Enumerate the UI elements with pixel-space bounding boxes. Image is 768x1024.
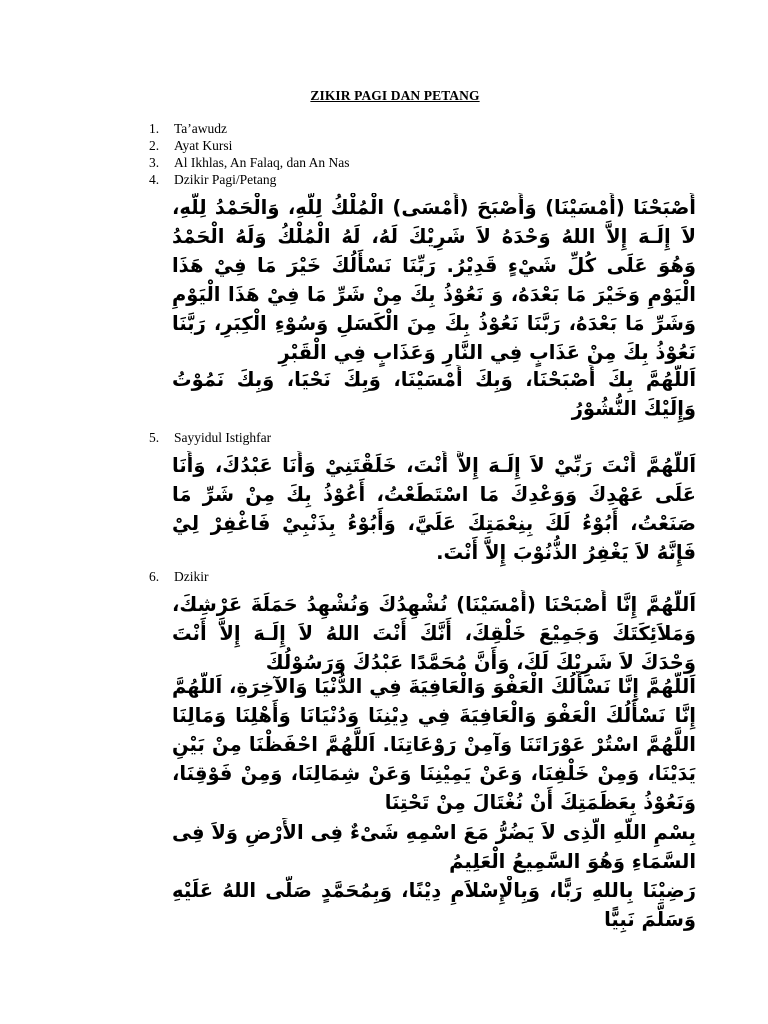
list-item — [149, 171, 349, 188]
list-item — [149, 154, 349, 171]
list-item — [149, 137, 349, 154]
list-label: Ta’awudz — [174, 121, 228, 136]
arabic-paragraph-pagi-petang: أَصْبَحْنَا (أَمْسَيْنَا) وَأَصْبَحَ (أَمْسَى) الْمُلْكُ لِلَّهِ، وَالْحَمْدُ لِلَّهِ، لاَ إِلَـهَ إِلاَّ اللهُ وَحْدَهُ لاَ شَرِيْكَ لَهُ، لَهُ الْمُلْكُ وَلَهُ الْحَمْدُ وَهُوَ عَلَى كُلِّ شَيْءٍ قَدِيْرُ. رَبِّنَا نَسْأَلُكَ خَيْرَ مَا فِيْ هَذَا الْيَوْمِ وَخَيْرَ مَا بَعْدَهُ، وَ نَعُوْذُ بِكَ مِنْ شَرِّ مَا فِيْ هَذَا الْيَوْمِ وَشَرِّ مَا بَعْدَهُ، رَبَّنَا نَعُوْذُ بِكَ مِنَ الْكَسَلِ وَسُوْءِ الْكِبَرِ، رَبَّنَا نَعُوْذُ بِكَ مِنْ عَذَابٍ فِي النَّارِ وَعَذَابٍ فِي الْقَبْرِ — [172, 196, 696, 364]
list-number: 4. — [149, 172, 160, 187]
list-number: 3. — [149, 155, 160, 170]
list-number: 5. — [149, 430, 160, 445]
top-list — [149, 120, 349, 188]
list-label: Al Ikhlas, An Falaq, dan An Nas — [174, 155, 350, 170]
list-label: Sayyidul Istighfar — [174, 430, 272, 445]
arabic-paragraph-al-afwa: اَللَّهُمَّ إِنَّا نَسْأَلُكَ الْعَفْوَ وَالْعَافِيَةَ فِي الدُّنْيَا وَالآخِرَةِ، اَللَّهُمَّ إِنَّا نَسْأَلُكَ الْعَفْوَ وَالْعَافِيَةَ فِي دِيْنِنَا وَدُنْيَانَا وَأَهْلِنَا وَمَالِنَا اللَّهُمَّ اسْتُرْ عَوْرَاتَنَا وَآمِنْ رَوْعَاتِنَا. اَللَّهُمَّ احْفَظْنَا مِنْ بَيْنِ يَدَيْنَا، وَمِنْ خَلْفِنَا، وَعَنْ يَمِيْنِنَا وَعَنْ شِمَالِنَا، وَمِنْ فَوْقِنَا، وَنَعُوْذُ بِعَظَمَتِكَ أَنْ نُغْتَالَ مِنْ تَحْتِنَا — [172, 675, 696, 814]
document-title: ZIKIR PAGI DAN PETANG — [310, 88, 480, 103]
arabic-paragraph-nusyhiduka: اَللَّهُمَّ إِنَّا أَصْبَحْنَا (أَمْسَيْنَا) نُشْهِدُكَ وَنُشْهِدُ حَمَلَةَ عَرْشِكَ، وَمَلاَئِكَتَكَ وَجَمِيْعَ خَلْقِكَ، أَنَّكَ أَنْتَ اللهُ لاَ إِلَـهَ إِلاَّ أَنْتَ وَحْدَكَ لاَ شَرِيْكَ لَكَ، وَأَنَّ مُحَمَّدًا عَبْدُكَ وَرَسُوْلُكَ — [172, 593, 696, 674]
list-number: 1. — [149, 121, 160, 136]
list-number: 2. — [149, 138, 160, 153]
arabic-paragraph-sayyidul-istighfar: اَللَّهُمَّ أَنْتَ رَبِّيْ لاَ إِلَـهَ إِلاَّ أَنْتَ، خَلَقْتَنِيْ وَأَنَا عَبْدُكَ، وَأَنَا عَلَى عَهْدِكَ وَوَعْدِكَ مَا اسْتَطَعْتُ، أَعُوْذُ بِكَ مِنْ شَرِّ مَا صَنَعْتُ، أَبُوْءُ لَكَ بِنِعْمَتِكَ عَلَيَّ، وَأَبُوْءُ بِذَنْبِيْ فَاغْفِرْ لِيْ فَإِنَّهُ لاَ يَغْفِرُ الذُّنُوْبَ إِلاَّ أَنْتَ. — [172, 454, 696, 564]
list-label: Dzikir — [174, 569, 209, 584]
list-label: Dzikir Pagi/Petang — [174, 172, 277, 187]
arabic-paragraph-radhiitu: رَضِيْنَا بِاللهِ رَبًّا، وَبِالْإِسْلاَمِ دِيْنًا، وَبِمُحَمَّدٍ صَلَّى اللهُ عَلَيْهِ وَسَلَّمَ نَبِيًّا — [172, 879, 696, 931]
list-item-5 — [149, 429, 271, 446]
list-label: Ayat Kursi — [174, 138, 233, 153]
list-item — [149, 120, 349, 137]
arabic-paragraph-bismillah: بِسْمِ اللَّهِ الَّذِى لاَ يَضُرُّ مَعَ اسْمِهِ شَىْءٌ فِى الأَرْضِ وَلاَ فِى السَّمَاءِ وَهُوَ السَّمِيعُ الْعَلِيمُ — [172, 821, 696, 873]
arabic-paragraph-allahumma-bika: اَللَّهُمَّ بِكَ أَصْبَحْنَا، وَبِكَ أَمْسَيْنَا، وَبِكَ نَحْيَا، وَبِكَ نَمُوْتُ وَإِلَيْكَ النُّشُوْرُ — [172, 368, 696, 420]
list-number: 6. — [149, 569, 160, 584]
list-item-6 — [149, 568, 209, 585]
